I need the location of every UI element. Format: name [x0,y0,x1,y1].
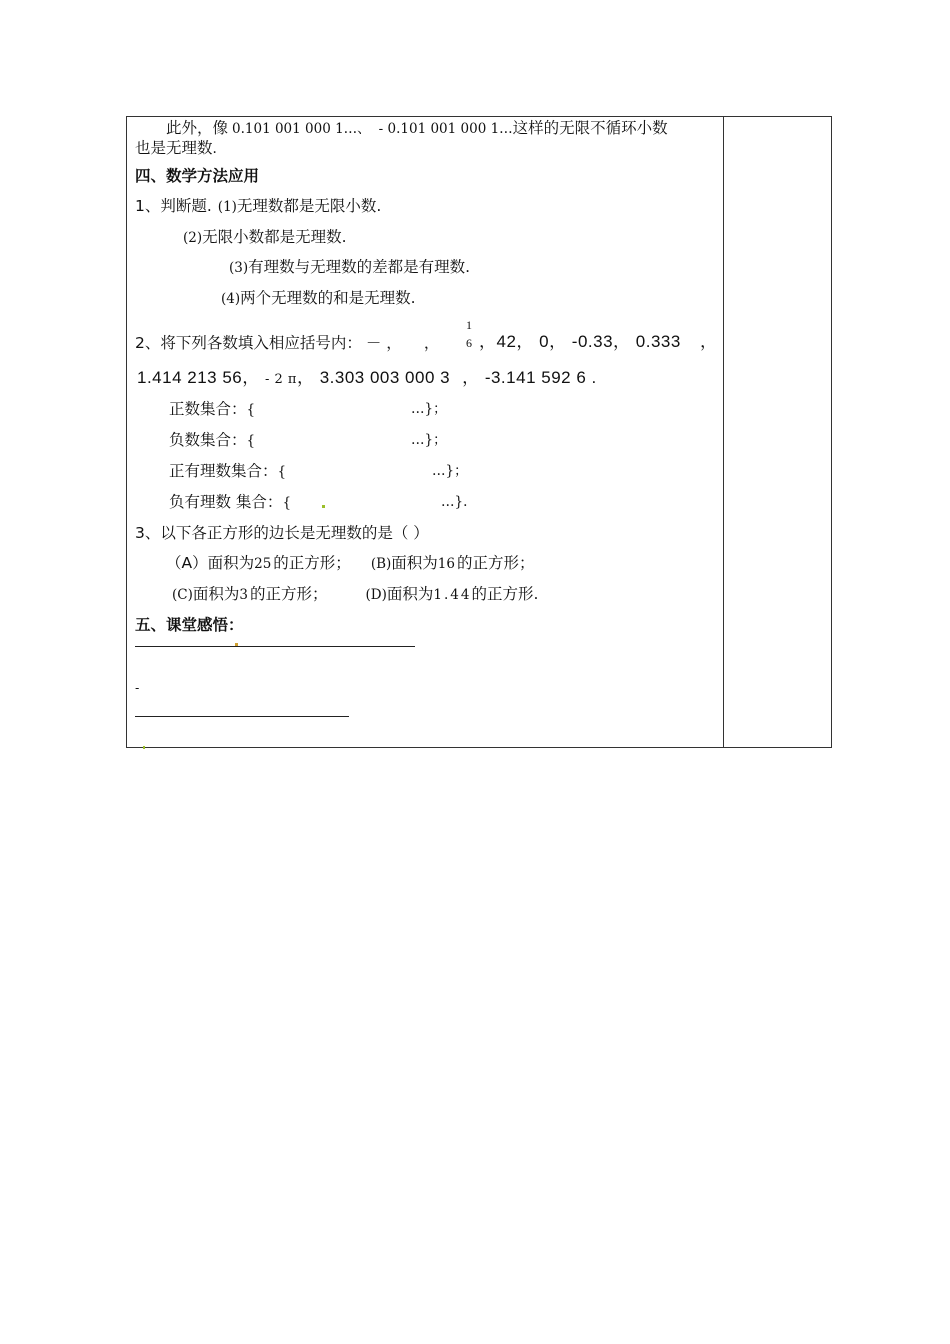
intro-text-c: 也是无理数 [135,139,213,157]
q2-prefix: 2、将下列各数填入相应括号内： [135,334,362,352]
q3-option-c-text: 的正方形； [249,585,328,603]
answer-line-1 [135,646,415,647]
q3-option-a-label: （A）面积为 [166,554,255,572]
set-positive [169,399,255,420]
q3-option-c-number: 3 [239,587,248,603]
set-positive-label: 正数集合： [169,400,247,418]
q3-option-c-pre: 面积为 [192,585,240,603]
q2-number-b: ， [423,334,440,352]
q1-line-3 [229,257,470,278]
intro-line-2 [135,138,217,159]
q2-fraction-denominator: 6 [466,336,472,350]
intro-number-1: 0.101 001 000 1…、 [232,121,371,137]
q2-line-2 [137,368,597,390]
q1-item-1-text: 无理数都是无限小数. [236,197,382,215]
q1-item-1-number: (1) [217,199,237,215]
set-positive-close: …}； [411,401,447,417]
q2-number-a: － ， [365,334,402,352]
q3-options-row-2 [172,584,538,605]
q1-item-2-number: (2) [183,230,203,246]
q3-option-d-label: (D) [365,587,387,603]
table-column-divider [723,116,724,748]
intro-period: . [212,141,217,157]
scan-dot-3 [143,746,145,749]
q1-item-4-number: (4) [221,291,241,307]
q2-fraction-numerator: 1 [466,318,472,332]
q2-line-1 [135,333,439,353]
set-negative-rational-open: { [282,495,292,511]
set-positive-rational-label: 正有理数集合： [169,462,278,480]
scan-dot [322,505,325,508]
q3-option-d-text: 的正方形. [471,585,539,603]
set-negative-open: { [246,433,256,449]
section-5-heading: 五、课堂感悟： [135,616,244,634]
set-negative-rational-label: 负有理数 集合： [169,493,283,511]
set-negative-rational [169,492,291,513]
intro-text-a: 此外，像 [166,119,229,137]
q2-row2-numbers-b: ， 3.303 003 000 3 [296,368,451,387]
set-positive-rational [169,461,286,482]
answer-line-2 [135,716,349,717]
q2-fraction [462,318,476,350]
q1-item-3-number: (3) [229,260,249,276]
intro-line-1 [166,118,668,139]
q3-option-b-label: (B) [370,556,392,572]
q1-prefix: 1、判断题. [135,197,212,215]
q3-option-a-text: 的正方形； [273,554,351,572]
q1-item-3-text: 有理数与无理数的差都是有理数. [248,258,471,276]
q1-item-2-text: 无限小数都是无理数. [202,228,347,246]
set-positive-rational-open: { [277,464,287,480]
q2-row2-pi: - 2 π [264,372,297,387]
q3-stem: 3、以下各正方形的边长是无理数的是（ ） [135,524,429,542]
stray-mark: - [135,681,140,695]
intro-text-b: 这样的无限不循环小数 [512,119,668,137]
set-positive-open: { [246,402,256,418]
intro-number-2: - 0.101 001 000 1… [378,121,513,137]
q2-line-1-numbers [479,332,681,352]
q3-option-c-label: (C) [172,587,193,603]
q1-line-2 [183,227,347,248]
q2-number-list: ，42， 0， -0.33， 0.333 [479,332,681,351]
q3-option-b-number: 16 [437,556,455,572]
set-negative-close: …}； [411,432,447,448]
q2-line-1-end [700,332,718,352]
set-positive-rational-close: …}； [432,463,468,479]
q3-option-b-pre: 面积为 [391,554,438,572]
q3-option-a-number: 25 [254,556,272,572]
q3-option-d-number: 1.44 [433,587,472,603]
section-4-heading: 四、数学方法应用 [135,167,260,185]
set-negative [169,430,255,451]
q3-options-row-1 [166,553,535,574]
q1-line-4 [221,288,416,309]
q2-row2-numbers-c: ， -3.141 592 6 . [462,368,597,387]
q3-option-d-pre: 面积为 [386,585,434,603]
set-negative-label: 负数集合： [169,431,247,449]
q2-row2-numbers-a: 1.414 213 56， [137,368,265,387]
q2-number-d: ， [700,332,718,351]
set-negative-rational-close: …}. [441,494,468,510]
q3-option-b-text: 的正方形； [456,554,535,572]
q1-item-4-text: 两个无理数的和是无理数. [240,289,416,307]
q1-line-1 [135,196,381,217]
scan-dot-2 [235,643,238,646]
